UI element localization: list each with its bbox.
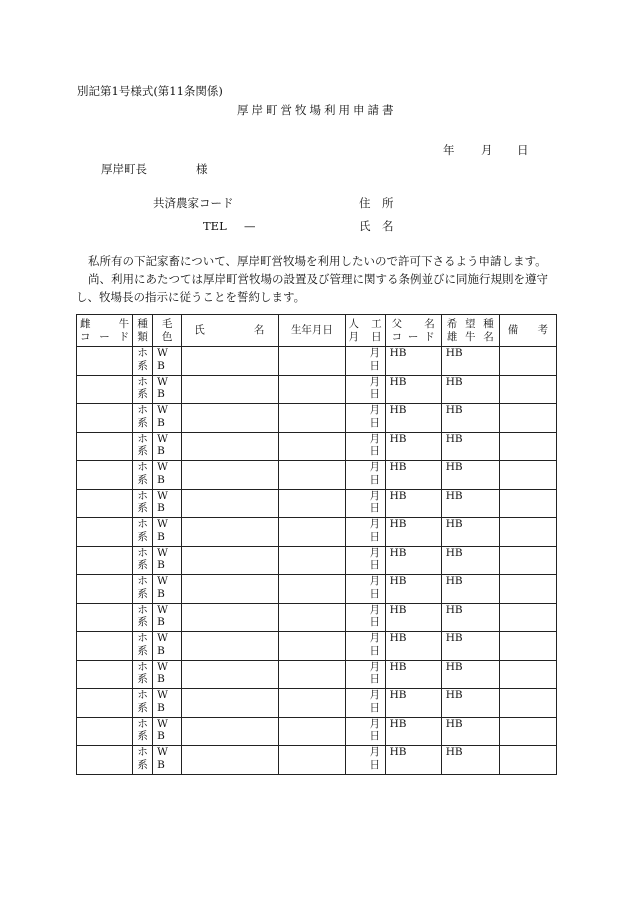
cow-code-cell[interactable] (77, 347, 133, 376)
type-cell: ホ 系 (133, 489, 153, 518)
coat-cell: W B (153, 404, 182, 433)
type-cell: ホ 系 (133, 632, 153, 661)
body-text (76, 252, 556, 306)
table-row (77, 689, 557, 718)
header-coat: 毛 色 (153, 315, 182, 347)
type-cell: ホ 系 (133, 660, 153, 689)
ai-date-cell[interactable]: 月 日 (345, 603, 385, 632)
header-sire: 父 名 コ ー ド (385, 315, 441, 347)
sire-code-cell[interactable]: HB (385, 717, 441, 746)
remarks-cell[interactable] (499, 461, 556, 490)
type-cell: ホ 系 (133, 746, 153, 775)
sire-code-cell[interactable]: HB (385, 404, 441, 433)
type-cell: ホ 系 (133, 404, 153, 433)
birthdate-cell[interactable] (279, 689, 345, 718)
remarks-cell[interactable] (499, 347, 556, 376)
remarks-cell[interactable] (499, 689, 556, 718)
ai-date-cell[interactable]: 月 日 (345, 432, 385, 461)
hope-sire-cell[interactable]: HB (441, 632, 499, 661)
remarks-cell[interactable] (499, 603, 556, 632)
coat-cell: W B (153, 347, 182, 376)
addressee-name: 厚岸町長 (101, 162, 147, 176)
date-month-label: 月 (481, 143, 493, 157)
sire-code-cell[interactable]: HB (385, 603, 441, 632)
sire-code-cell[interactable]: HB (385, 746, 441, 775)
owner-name-cell[interactable] (182, 660, 279, 689)
cow-code-cell[interactable] (77, 404, 133, 433)
owner-name-cell[interactable] (182, 546, 279, 575)
ai-date-cell[interactable]: 月 日 (345, 518, 385, 547)
hope-sire-cell[interactable]: HB (441, 603, 499, 632)
coat-cell: W B (153, 489, 182, 518)
birthdate-cell[interactable] (279, 404, 345, 433)
birthdate-cell[interactable] (279, 461, 345, 490)
sire-code-cell[interactable]: HB (385, 632, 441, 661)
type-cell: ホ 系 (133, 347, 153, 376)
header-hope-sire: 希 望 種 雄 牛 名 (441, 315, 499, 347)
header-cow-code: 雌 牛 コ ー ド (77, 315, 133, 347)
remarks-cell[interactable] (499, 489, 556, 518)
cow-code-cell[interactable] (77, 632, 133, 661)
type-cell: ホ 系 (133, 546, 153, 575)
form-style-label: 別記第1号様式(第11条関係) (77, 84, 223, 98)
hope-sire-cell[interactable]: HB (441, 546, 499, 575)
coat-cell: W B (153, 518, 182, 547)
coop-code-label: 共済農家コード (153, 196, 234, 210)
ai-date-cell[interactable]: 月 日 (345, 375, 385, 404)
birthdate-cell[interactable] (279, 347, 345, 376)
hope-sire-cell[interactable]: HB (441, 432, 499, 461)
header-remarks: 備 考 (499, 315, 556, 347)
owner-name-cell[interactable] (182, 575, 279, 604)
cow-code-cell[interactable] (77, 461, 133, 490)
table-row (77, 489, 557, 518)
type-cell: ホ 系 (133, 689, 153, 718)
ai-date-cell[interactable]: 月 日 (345, 347, 385, 376)
birthdate-cell[interactable] (279, 575, 345, 604)
owner-name-cell[interactable] (182, 603, 279, 632)
sire-code-cell[interactable]: HB (385, 518, 441, 547)
header-birthdate: 生年月日 (279, 315, 345, 347)
birthdate-cell[interactable] (279, 660, 345, 689)
name-label: 氏 名 (359, 219, 394, 233)
sire-code-cell[interactable]: HB (385, 660, 441, 689)
addressee-honorific: 様 (196, 162, 208, 176)
table-row (77, 518, 557, 547)
table-row (77, 432, 557, 461)
coat-cell: W B (153, 546, 182, 575)
cow-code-cell[interactable] (77, 717, 133, 746)
coat-cell: W B (153, 632, 182, 661)
type-cell: ホ 系 (133, 461, 153, 490)
sire-code-cell[interactable]: HB (385, 546, 441, 575)
hope-sire-cell[interactable]: HB (441, 518, 499, 547)
table-row (77, 603, 557, 632)
coat-cell: W B (153, 575, 182, 604)
owner-name-cell[interactable] (182, 746, 279, 775)
cow-code-cell[interactable] (77, 546, 133, 575)
hope-sire-cell[interactable]: HB (441, 461, 499, 490)
tel-label: TEL (203, 219, 227, 233)
remarks-cell[interactable] (499, 746, 556, 775)
cow-code-cell[interactable] (77, 518, 133, 547)
date-year-label: 年 (443, 143, 455, 157)
sire-code-cell[interactable]: HB (385, 375, 441, 404)
body-paragraph-2: 尚、利用にあたつては厚岸町営牧場の設置及び管理に関する条例並びに同施行規則を遵守し、牧場長の指示に従うことを誓約します。 (76, 272, 548, 304)
hope-sire-cell[interactable]: HB (441, 689, 499, 718)
sire-code-cell[interactable]: HB (385, 432, 441, 461)
address-label: 住 所 (359, 196, 394, 210)
table-row (77, 461, 557, 490)
cow-code-cell[interactable] (77, 689, 133, 718)
remarks-cell[interactable] (499, 546, 556, 575)
ai-date-cell[interactable]: 月 日 (345, 689, 385, 718)
coat-cell: W B (153, 375, 182, 404)
ai-date-cell[interactable]: 月 日 (345, 575, 385, 604)
header-name: 氏 名 (182, 315, 279, 347)
coat-cell: W B (153, 603, 182, 632)
owner-name-cell[interactable] (182, 518, 279, 547)
remarks-cell[interactable] (499, 432, 556, 461)
owner-name-cell[interactable] (182, 689, 279, 718)
table-row (77, 632, 557, 661)
birthdate-cell[interactable] (279, 489, 345, 518)
sire-code-cell[interactable]: HB (385, 689, 441, 718)
cow-code-cell[interactable] (77, 660, 133, 689)
body-paragraph-1: 私所有の下記家畜について、厚岸町営牧場を利用したいので許可下さるよう申請します。 (88, 254, 547, 268)
hope-sire-cell[interactable]: HB (441, 347, 499, 376)
table-row (77, 375, 557, 404)
ai-date-cell[interactable]: 月 日 (345, 717, 385, 746)
type-cell: ホ 系 (133, 603, 153, 632)
birthdate-cell[interactable] (279, 432, 345, 461)
remarks-cell[interactable] (499, 632, 556, 661)
coat-cell: W B (153, 717, 182, 746)
tel-dash: — (244, 219, 256, 233)
table-row (77, 746, 557, 775)
ai-date-cell[interactable]: 月 日 (345, 632, 385, 661)
hope-sire-cell[interactable]: HB (441, 717, 499, 746)
remarks-cell[interactable] (499, 717, 556, 746)
table-row (77, 660, 557, 689)
birthdate-cell[interactable] (279, 717, 345, 746)
cow-code-cell[interactable] (77, 746, 133, 775)
type-cell: ホ 系 (133, 518, 153, 547)
page-title: 厚岸町営牧場利用申請書 (237, 103, 397, 117)
ai-date-cell[interactable]: 月 日 (345, 546, 385, 575)
table-row (77, 717, 557, 746)
sire-code-cell[interactable]: HB (385, 461, 441, 490)
coat-cell: W B (153, 689, 182, 718)
ai-date-cell[interactable]: 月 日 (345, 660, 385, 689)
type-cell: ホ 系 (133, 375, 153, 404)
ai-date-cell[interactable]: 月 日 (345, 746, 385, 775)
hope-sire-cell[interactable]: HB (441, 575, 499, 604)
coat-cell: W B (153, 432, 182, 461)
sire-code-cell[interactable]: HB (385, 575, 441, 604)
remarks-cell[interactable] (499, 375, 556, 404)
remarks-cell[interactable] (499, 575, 556, 604)
cow-code-cell[interactable] (77, 575, 133, 604)
birthdate-cell[interactable] (279, 546, 345, 575)
hope-sire-cell[interactable]: HB (441, 746, 499, 775)
cow-code-cell[interactable] (77, 489, 133, 518)
ai-date-cell[interactable]: 月 日 (345, 404, 385, 433)
sire-code-cell[interactable]: HB (385, 347, 441, 376)
type-cell: ホ 系 (133, 575, 153, 604)
hope-sire-cell[interactable]: HB (441, 404, 499, 433)
birthdate-cell[interactable] (279, 632, 345, 661)
type-cell: ホ 系 (133, 432, 153, 461)
owner-name-cell[interactable] (182, 432, 279, 461)
coat-cell: W B (153, 461, 182, 490)
coat-cell: W B (153, 660, 182, 689)
owner-name-cell[interactable] (182, 375, 279, 404)
ai-date-cell[interactable]: 月 日 (345, 489, 385, 518)
owner-name-cell[interactable] (182, 717, 279, 746)
header-type: 種 類 (133, 315, 153, 347)
owner-name-cell[interactable] (182, 404, 279, 433)
birthdate-cell[interactable] (279, 746, 345, 775)
remarks-cell[interactable] (499, 518, 556, 547)
birthdate-cell[interactable] (279, 375, 345, 404)
table-row (77, 575, 557, 604)
cow-code-cell[interactable] (77, 375, 133, 404)
cow-code-cell[interactable] (77, 603, 133, 632)
birthdate-cell[interactable] (279, 603, 345, 632)
owner-name-cell[interactable] (182, 489, 279, 518)
table-header-row (77, 315, 557, 347)
hope-sire-cell[interactable]: HB (441, 660, 499, 689)
birthdate-cell[interactable] (279, 518, 345, 547)
table-row (77, 347, 557, 376)
ai-date-cell[interactable]: 月 日 (345, 461, 385, 490)
application-table (76, 314, 557, 775)
owner-name-cell[interactable] (182, 347, 279, 376)
table-row (77, 546, 557, 575)
hope-sire-cell[interactable]: HB (441, 489, 499, 518)
remarks-cell[interactable] (499, 660, 556, 689)
coat-cell: W B (153, 746, 182, 775)
owner-name-cell[interactable] (182, 461, 279, 490)
table-row (77, 404, 557, 433)
type-cell: ホ 系 (133, 717, 153, 746)
remarks-cell[interactable] (499, 404, 556, 433)
date-day-label: 日 (517, 143, 529, 157)
header-ai-date: 人 工 月 日 (345, 315, 385, 347)
cow-code-cell[interactable] (77, 432, 133, 461)
owner-name-cell[interactable] (182, 632, 279, 661)
sire-code-cell[interactable]: HB (385, 489, 441, 518)
hope-sire-cell[interactable]: HB (441, 375, 499, 404)
